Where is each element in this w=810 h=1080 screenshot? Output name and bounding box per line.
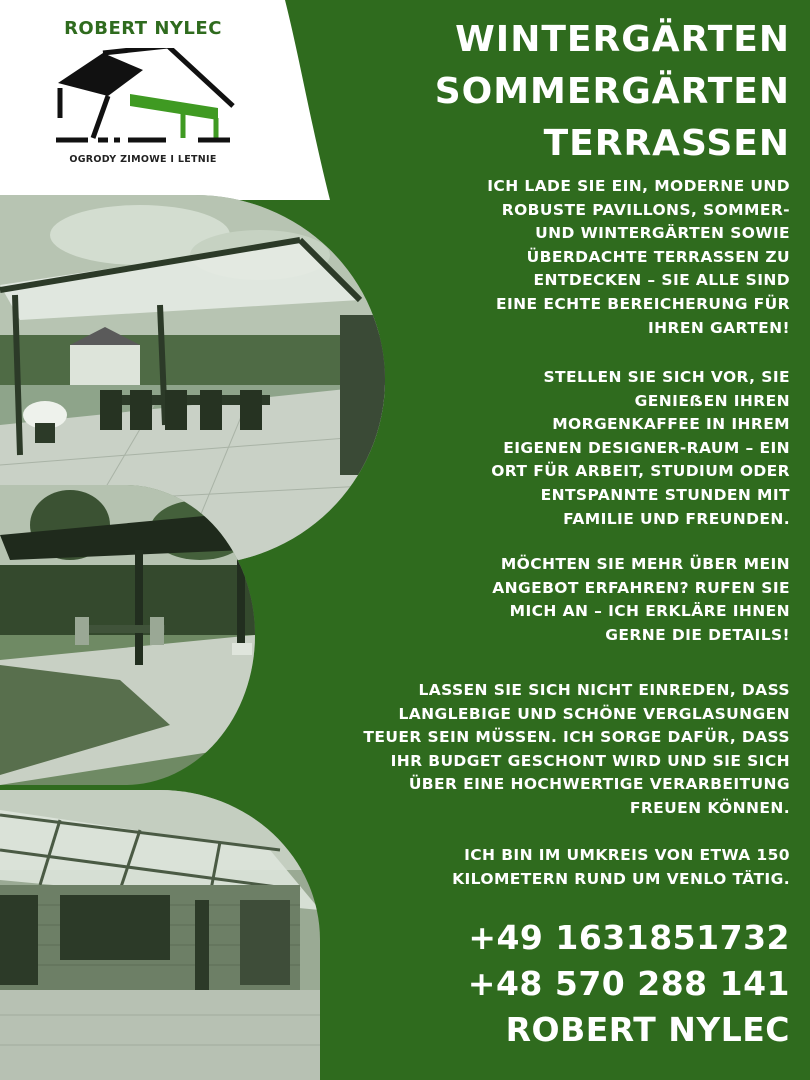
- text-line: FAMILIE UND FREUNDEN.: [563, 509, 790, 528]
- paragraph-invitation: [487, 175, 790, 340]
- text-line: IHR BUDGET GESCHONT WIRD UND SIE SICH: [390, 751, 790, 770]
- text-line: GERNE DIE DETAILS!: [605, 625, 790, 644]
- text-line: MORGENKAFFEE IN IHREM: [552, 415, 790, 434]
- photo-garden-pergola: [0, 485, 255, 785]
- text-line: ROBUSTE PAVILLONS, SOMMER-: [501, 200, 790, 219]
- text-line: GENIEẞEN IHREN: [634, 391, 790, 410]
- photo-brick-house-terrace: [0, 790, 320, 1080]
- paragraph-service-area: [452, 844, 790, 891]
- text-line: ÜBERDACHTE TERRASSEN ZU: [526, 247, 790, 266]
- text-line: FREUEN KÖNNEN.: [629, 798, 790, 817]
- contact-name: ROBERT NYLEC: [505, 1010, 790, 1049]
- text-line: ORT FÜR ARBEIT, STUDIUM ODER: [491, 462, 790, 481]
- text-line: ÜBER EINE HOCHWERTIGE VERARBEITUNG: [408, 775, 790, 794]
- text-line: ICH BIN IM UMKREIS VON ETWA 150: [464, 846, 790, 864]
- text-line: MICH AN – ICH ERKLÄRE IHNEN: [509, 602, 790, 621]
- phone-german[interactable]: +49 1631851732: [468, 918, 790, 957]
- text-line: ANGEBOT ERFAHREN? RUFEN SIE: [492, 578, 790, 597]
- headline-line-1: WINTERGÄRTEN: [455, 19, 790, 60]
- text-line: ICH LADE SIE EIN, MODERNE UND: [487, 177, 790, 195]
- text-line: UND WINTERGÄRTEN SOWIE: [535, 224, 790, 243]
- paragraph-budget: [363, 679, 790, 821]
- text-line: ENTDECKEN – SIE ALLE SIND: [533, 271, 790, 290]
- text-line: EIGENEN DESIGNER-RAUM – EIN: [503, 438, 790, 457]
- paragraph-imagine: [491, 366, 790, 531]
- contact-block: [468, 915, 790, 1053]
- text-line: IHREN GARTEN!: [648, 318, 790, 337]
- phone-polish[interactable]: +48 570 288 141: [467, 964, 790, 1003]
- brand-name: ROBERT NYLEC: [64, 18, 222, 39]
- text-line: ENTSPANNTE STUNDEN MIT: [540, 485, 790, 504]
- house-logo-icon: [48, 48, 238, 158]
- text-line: TEUER SEIN MÜSSEN. ICH SORGE DAFÜR, DASS: [363, 728, 790, 747]
- text-line: EINE ECHTE BEREICHERUNG FÜR: [496, 294, 790, 313]
- text-line: LANGLEBIGE UND SCHÖNE VERGLASUNGEN: [398, 704, 790, 723]
- text-line: LASSEN SIE SICH NICHT EINREDEN, DASS: [418, 681, 790, 699]
- headline-line-3: TERRASSEN: [543, 123, 790, 164]
- headline: [290, 14, 790, 170]
- paragraph-offer: [492, 553, 790, 647]
- text-line: KILOMETERN RUND UM VENLO TÄTIG.: [452, 869, 790, 888]
- text-line: MÖCHTEN SIE MEHR ÜBER MEIN: [500, 555, 790, 573]
- text-line: STELLEN SIE SICH VOR, SIE: [543, 368, 790, 386]
- headline-line-2: SOMMERGÄRTEN: [434, 71, 790, 112]
- brand-tagline: OGRODY ZIMOWE I LETNIE: [69, 154, 217, 165]
- brand-logo: [18, 14, 268, 174]
